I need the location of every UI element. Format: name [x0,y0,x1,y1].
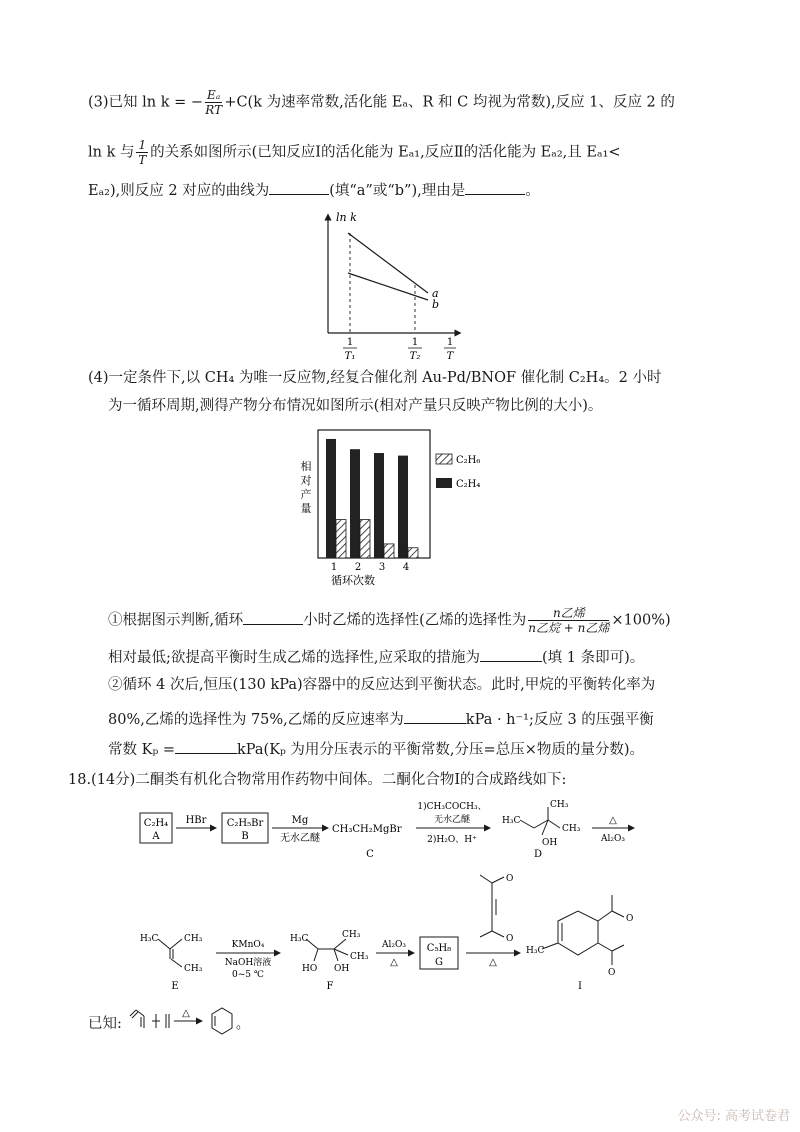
q3-text: ln k 与 [88,144,135,161]
answer-blank[interactable] [404,709,466,724]
legend-swatch-c2h6 [436,454,452,464]
known-cond-heat: △ [182,1008,190,1019]
q3-line3 [88,180,540,201]
x-axis-label: 循环次数 [331,574,375,587]
dienophile-o2: O [506,934,514,944]
bar-c2h4-4 [398,456,408,558]
reagent-mg: Mg [291,815,309,826]
frac-num: n乙烯 [528,606,609,621]
d-oh: OH [542,838,558,848]
tick-t2-den: T₂ [409,351,421,362]
reagent-ether2: 无水乙醚 [433,815,471,825]
compound-a: C₂H₄ [143,818,169,829]
bar-c2h6-3 [384,544,394,558]
i-h3c: H₃C [526,946,545,956]
q3-text: +C(k 为速率常数,活化能 Eₐ、R 和 C 均视为常数),反应 1、反应 2 的 [224,94,675,111]
line-a-label: a [432,287,439,300]
reagent-kmno4: KMnO₄ [231,940,265,950]
label-a: A [152,831,160,842]
legend-swatch-c2h4 [436,478,452,488]
fraction-ea-rt [205,88,222,117]
label-c: C [366,849,374,860]
answer-blank[interactable] [269,180,329,195]
q3-text: (填“a”或“b”),理由是 [329,183,466,199]
x-label-den: T [446,351,454,362]
y-axis-label: ln k [336,211,357,224]
q3-text: (3)已知 ln k = − [88,94,204,111]
dienophile-structure [480,875,504,937]
e-h3c: H₃C [140,934,159,944]
d-ch3-right: CH₃ [562,824,581,834]
compound-g: C₅H₈ [426,943,452,954]
line-b-label: b [432,298,440,311]
x-tick-label: 1 [330,562,338,573]
cond-heat-2: △ [390,957,398,968]
x-label-num: 1 [446,337,454,348]
frac-num: 1 [138,138,147,152]
frac-den: T [138,153,147,167]
line-a [348,233,428,293]
dienophile-o1: O [506,874,514,884]
label-d: D [533,849,543,860]
q4-text: ①根据图示判断,循环 [108,612,244,629]
f-oh: OH [334,964,350,974]
cond-temp: 0~5 ℃ [232,970,264,980]
cond-heat: △ [609,815,617,826]
answer-blank[interactable] [175,739,237,754]
reagent-h2o: 2)H₂O、H⁺ [427,835,477,845]
f-ch3-top: CH₃ [342,930,361,940]
answer-blank[interactable] [243,610,303,625]
q4-text: (填 1 条即可)。 [542,650,645,666]
d-h3c: H₃C [502,816,521,826]
synthesis-route-row1 [120,795,640,865]
bar-c2h6-2 [360,520,370,558]
reagent-al2o3: Al₂O₃ [601,834,625,844]
fraction-1-t [136,138,148,167]
compound-c: CH₃CH₂MgBr [332,824,402,835]
structure-f [306,939,348,961]
answer-blank[interactable] [465,180,525,195]
bar-c2h4-2 [350,449,360,558]
synthesis-route-row2 [130,865,650,995]
q4-text: 小时乙烯的选择性(乙烯的选择性为 [303,612,527,629]
q4-s4 [108,709,654,730]
q4-text: 常数 Kₚ = [108,742,175,758]
line-b [348,273,428,300]
bar-c2h4-1 [326,439,336,558]
q4-line1: (4)一定条件下,以 CH₄ 为唯一反应物,经复合催化剂 Au-Pd/BNOF 催化制 C₂H₄。2 小时 [88,370,662,386]
q4-text: 相对最低;欲提高平衡时生成乙烯的选择性,应采取的措施为 [108,650,480,666]
known-diels-alder [126,1002,256,1042]
tick-t1-num: 1 [346,337,354,348]
f-h3c: H₃C [290,934,309,944]
q4-text: ×100%) [611,612,671,629]
q4-text: kPa · h⁻¹;反应 3 的压强平衡 [465,712,654,728]
q3-text: Eₐ₂),则反应 2 对应的曲线为 [88,183,270,199]
lnk-chart [300,205,480,365]
tick-t2-num: 1 [411,337,419,348]
reagent-hbr: HBr [185,815,207,826]
q3-text: 的关系如图所示(已知反应Ⅰ的活化能为 Eₐ₁,反应Ⅱ的活化能为 Eₐ₂,且 Eₐ₁< [150,144,621,161]
label-e: E [171,981,179,992]
q4-line2: 为一循环周期,测得产物分布情况如图所示(相对产量只反映产物比例的大小)。 [108,398,603,414]
e-ch3-bot: CH₃ [184,964,203,974]
bar-c2h4-3 [374,453,384,558]
selectivity-fraction [528,606,609,635]
q4-text: 80%,乙烯的选择性为 75%,乙烯的反应速率为 [108,712,404,728]
reagent-naoh: NaOH溶液 [224,958,272,968]
reagent-al2o3-2: Al₂O₃ [382,940,406,950]
q3-line1 [88,88,675,117]
q4-s3: ②循环 4 次后,恒压(130 kPa)容器中的反应达到平衡状态。此时,甲烷的平衡转化率为 [108,677,656,693]
tick-t1-den: T₁ [344,351,356,362]
y-axis-label: 相对产量 [300,460,312,515]
d-ch3-top: CH₃ [550,800,569,810]
label-g: G [435,957,443,968]
q4-s2 [108,647,644,668]
bar-c2h6-1 [336,520,346,558]
answer-blank[interactable] [480,647,542,662]
x-tick-label: 4 [402,562,410,573]
reagent-acetone: 1)CH₃COCH₃、 [417,802,487,812]
q3-line2 [88,138,621,167]
f-ch3-right: CH₃ [350,952,369,962]
q4-s1 [108,606,671,635]
q4-text: kPa(Kₚ 为用分压表示的平衡常数,分压=总压×物质的量分数)。 [237,742,644,758]
bar-c2h6-4 [408,548,418,558]
structure-i [542,895,624,965]
known-period: 。 [236,1017,250,1032]
frac-den: RT [205,103,223,117]
f-ho: HO [302,964,318,974]
frac-den: n乙烷 + n乙烯 [528,621,610,635]
structure-d [520,807,560,835]
label-b: B [241,831,249,842]
known-label: 已知: [88,1016,122,1032]
cond-heat-3: △ [489,957,497,968]
watermark: 公众号: 高考试卷君 [677,1109,790,1124]
legend-label-c2h6: C₂H₆ [456,455,481,466]
label-i: I [578,981,582,992]
reagent-ether: 无水乙醚 [280,833,320,844]
label-f: F [326,981,334,992]
legend-label-c2h4: C₂H₄ [456,479,481,490]
e-ch3-top: CH₃ [184,934,203,944]
i-o2: O [608,968,616,978]
x-tick-label: 2 [354,562,362,573]
q3-text: 。 [525,183,540,199]
compound-b: C₂H₅Br [226,818,264,829]
i-o1: O [626,914,634,924]
structure-e [158,939,182,967]
q18-intro: 18.(14分)二酮类有机化合物常用作药物中间体。二酮化合物Ⅰ的合成路线如下: [68,772,567,788]
q4-s5 [108,739,644,760]
product-bar-chart [298,428,513,588]
frac-num: Eₐ [207,88,221,102]
x-tick-label: 3 [378,562,386,573]
